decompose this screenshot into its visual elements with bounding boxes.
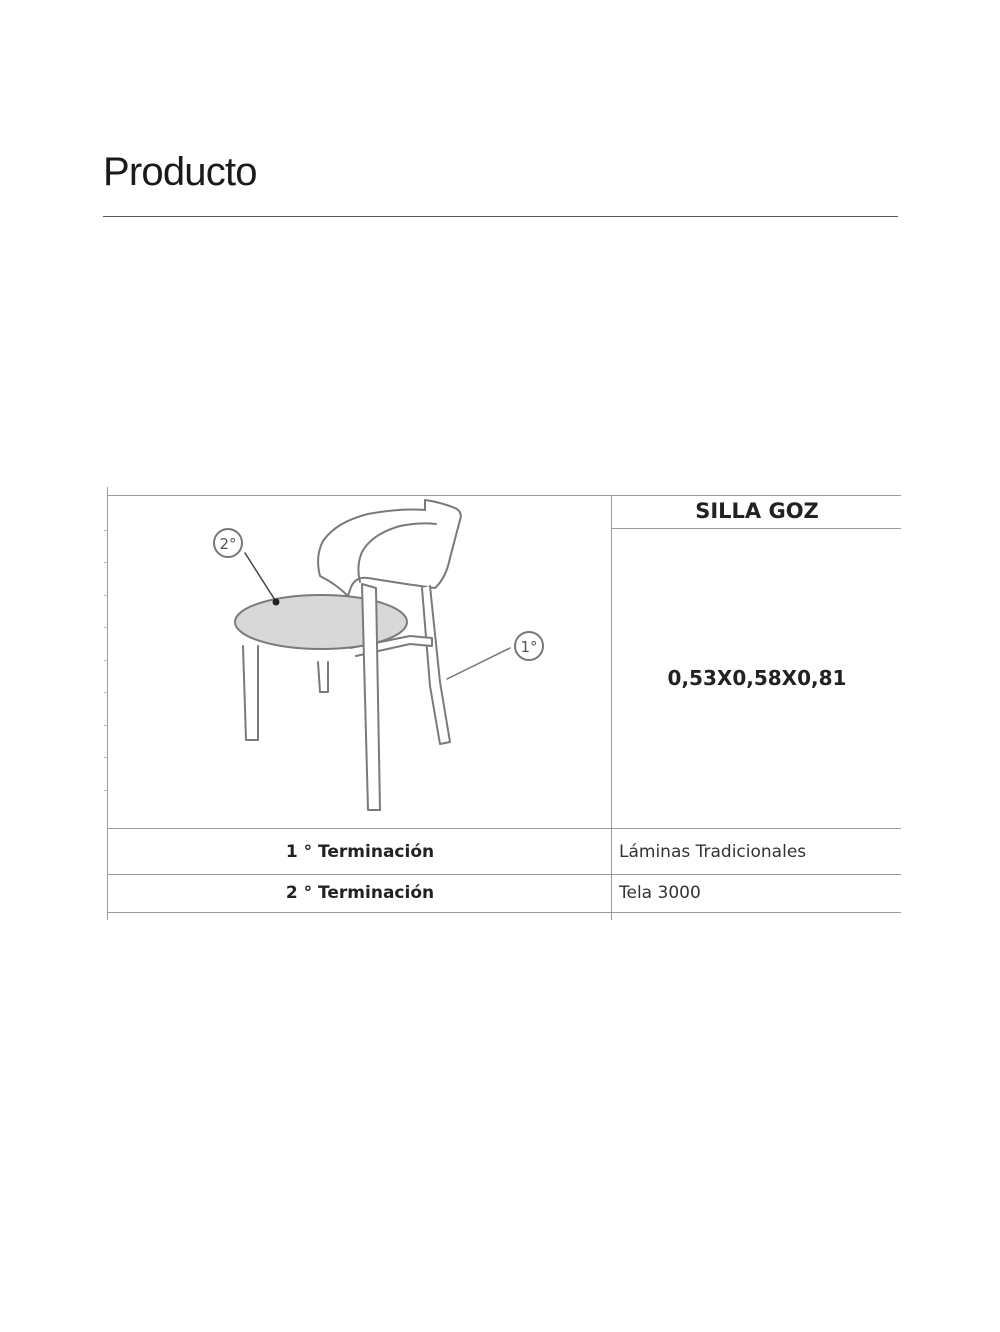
callout-2: 2°	[219, 535, 237, 553]
margin-tick	[104, 562, 108, 563]
finish-row-divider	[107, 874, 901, 875]
page-title: Producto	[103, 150, 257, 194]
finish-2-value: Tela 3000	[619, 883, 701, 903]
finish-2-label: 2 ° Terminación	[285, 883, 435, 903]
margin-tick	[104, 530, 108, 531]
callout-1: 1°	[520, 638, 538, 656]
name-row-divider	[611, 528, 901, 529]
margin-tick	[104, 627, 108, 628]
product-name: SILLA GOZ	[695, 499, 819, 523]
margin-tick	[104, 660, 108, 661]
table-bottom-border	[107, 912, 901, 913]
chair-illustration	[110, 496, 600, 826]
title-divider	[103, 216, 898, 217]
product-dimensions: 0,53X0,58X0,81	[667, 666, 847, 690]
finish-1-value: Láminas Tradicionales	[619, 842, 807, 862]
margin-tick	[104, 757, 108, 758]
margin-tick	[104, 725, 108, 726]
finish-1-label: 1 ° Terminación	[285, 842, 435, 862]
image-row-divider	[107, 828, 901, 829]
margin-tick	[104, 692, 108, 693]
margin-tick	[104, 790, 108, 791]
margin-tick	[104, 595, 108, 596]
